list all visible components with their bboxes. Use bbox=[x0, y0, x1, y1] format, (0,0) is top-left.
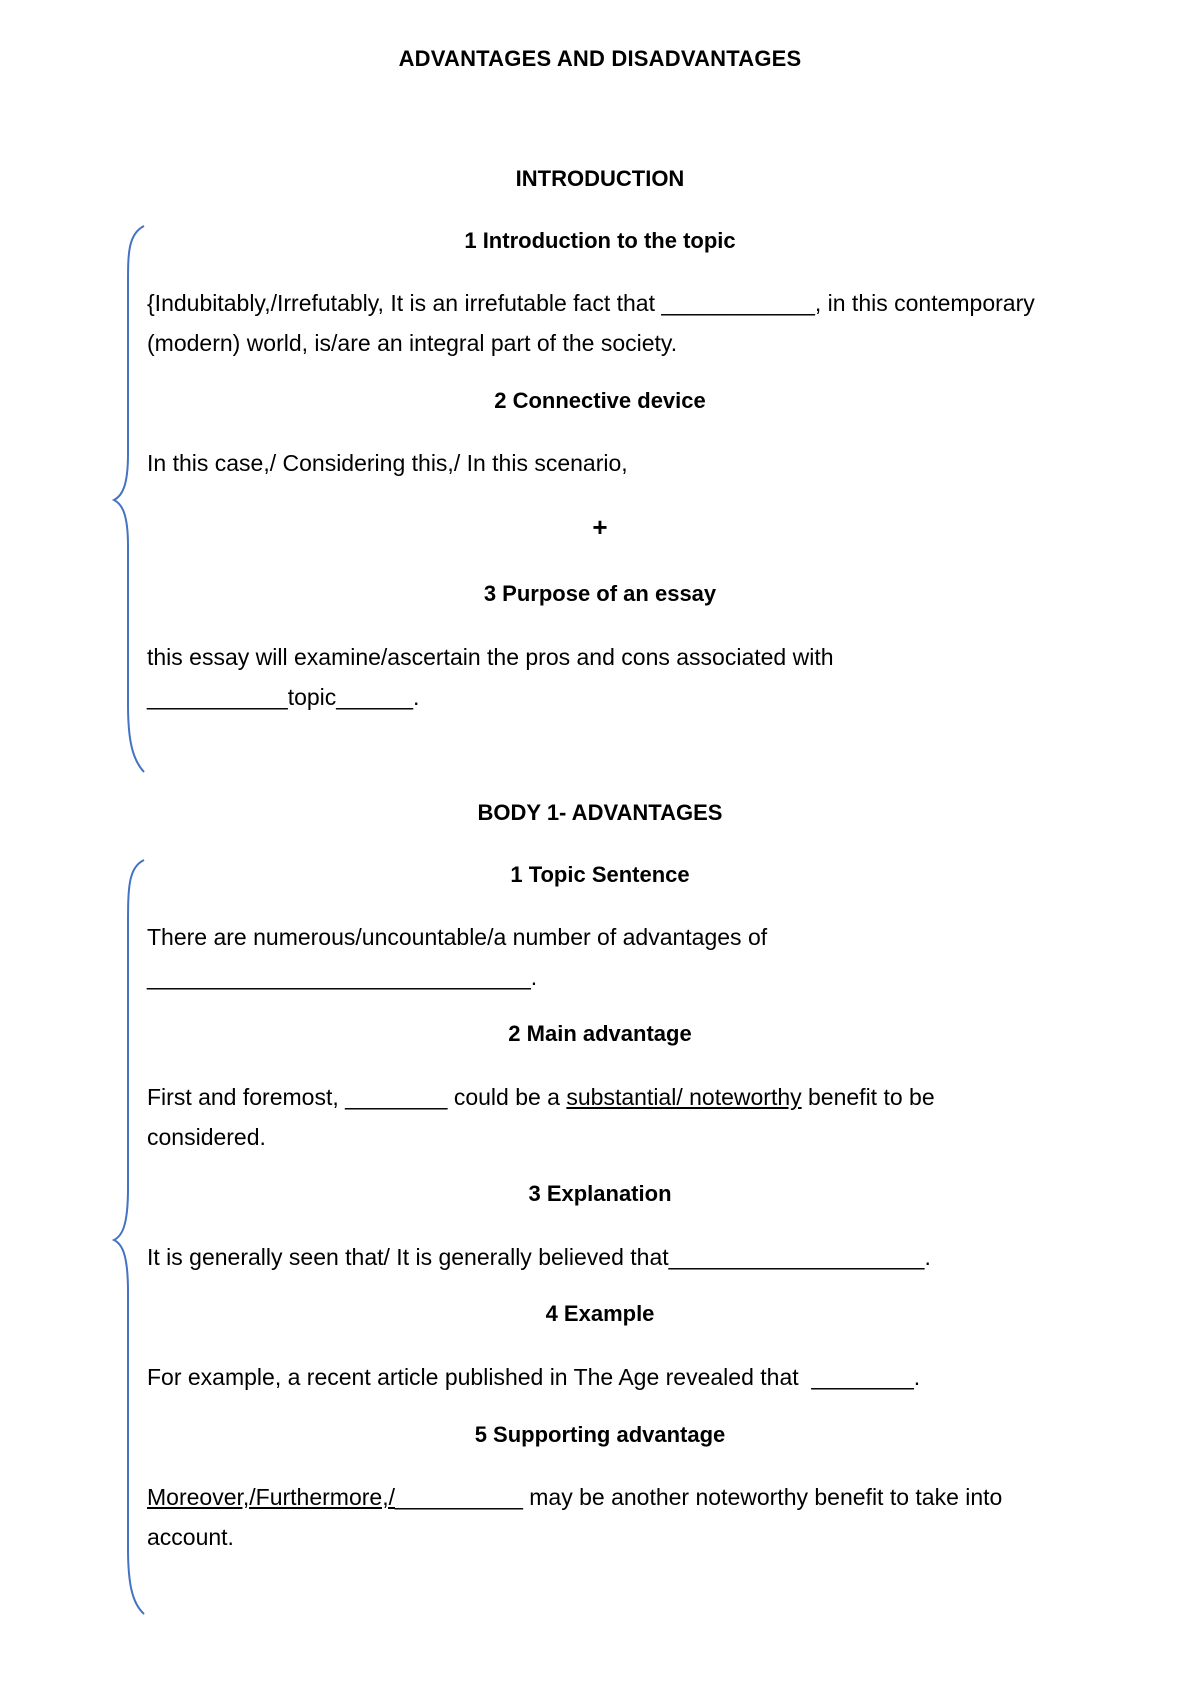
body1-paragraph-main-advantage bbox=[147, 1077, 1047, 1157]
intro-section-title: INTRODUCTION bbox=[515, 166, 685, 191]
body1-paragraph-topic-sentence: There are numerous/uncountable/a number of advantages of ______________________________. bbox=[147, 924, 774, 990]
plus-sign: + bbox=[592, 512, 608, 542]
supporting-advantage-underlined-text: Moreover,/Furthermore,/ bbox=[147, 1484, 395, 1510]
supporting-advantage-text: __________ may be another noteworthy benefit to take into account. bbox=[147, 1484, 1009, 1550]
main-advantage-text-a: First and foremost, ________ could be a bbox=[147, 1084, 567, 1110]
intro-heading-purpose: 3 Purpose of an essay bbox=[483, 581, 717, 606]
intro-heading-topic: 1 Introduction to the topic bbox=[464, 228, 736, 253]
intro-paragraph-connective: In this case,/ Considering this,/ In this scenario, bbox=[147, 450, 628, 476]
main-advantage-underlined-text: substantial/ noteworthy bbox=[566, 1084, 802, 1110]
intro-paragraph-purpose: this essay will examine/ascertain the pros and cons associated with ___________topic______. bbox=[147, 644, 840, 710]
document-title: ADVANTAGES AND DISADVANTAGES bbox=[398, 46, 802, 71]
intro-heading-connective: 2 Connective device bbox=[494, 388, 706, 413]
body1-section-title: BODY 1- ADVANTAGES bbox=[477, 800, 723, 825]
body1-heading-supporting-advantage: 5 Supporting advantage bbox=[474, 1422, 726, 1447]
body1-heading-topic-sentence: 1 Topic Sentence bbox=[510, 862, 690, 887]
main-advantage-text-b: benefit to be considered. bbox=[147, 1084, 942, 1150]
body1-heading-example: 4 Example bbox=[545, 1301, 655, 1326]
body1-heading-explanation: 3 Explanation bbox=[528, 1181, 672, 1206]
body1-paragraph-supporting-advantage bbox=[147, 1477, 1047, 1557]
body1-heading-main-advantage: 2 Main advantage bbox=[508, 1021, 692, 1046]
body1-paragraph-example: For example, a recent article published in The Age revealed that ________. bbox=[147, 1364, 921, 1390]
intro-brace-icon bbox=[100, 224, 150, 774]
body1-brace-icon bbox=[100, 858, 150, 1616]
intro-paragraph-topic: {Indubitably,/Irrefutably, It is an irrefutable fact that ____________, in this contemporary (modern) world, is/are an integral part of the society. bbox=[147, 290, 1042, 356]
body1-paragraph-explanation: It is generally seen that/ It is generally believed that____________________. bbox=[147, 1244, 931, 1270]
